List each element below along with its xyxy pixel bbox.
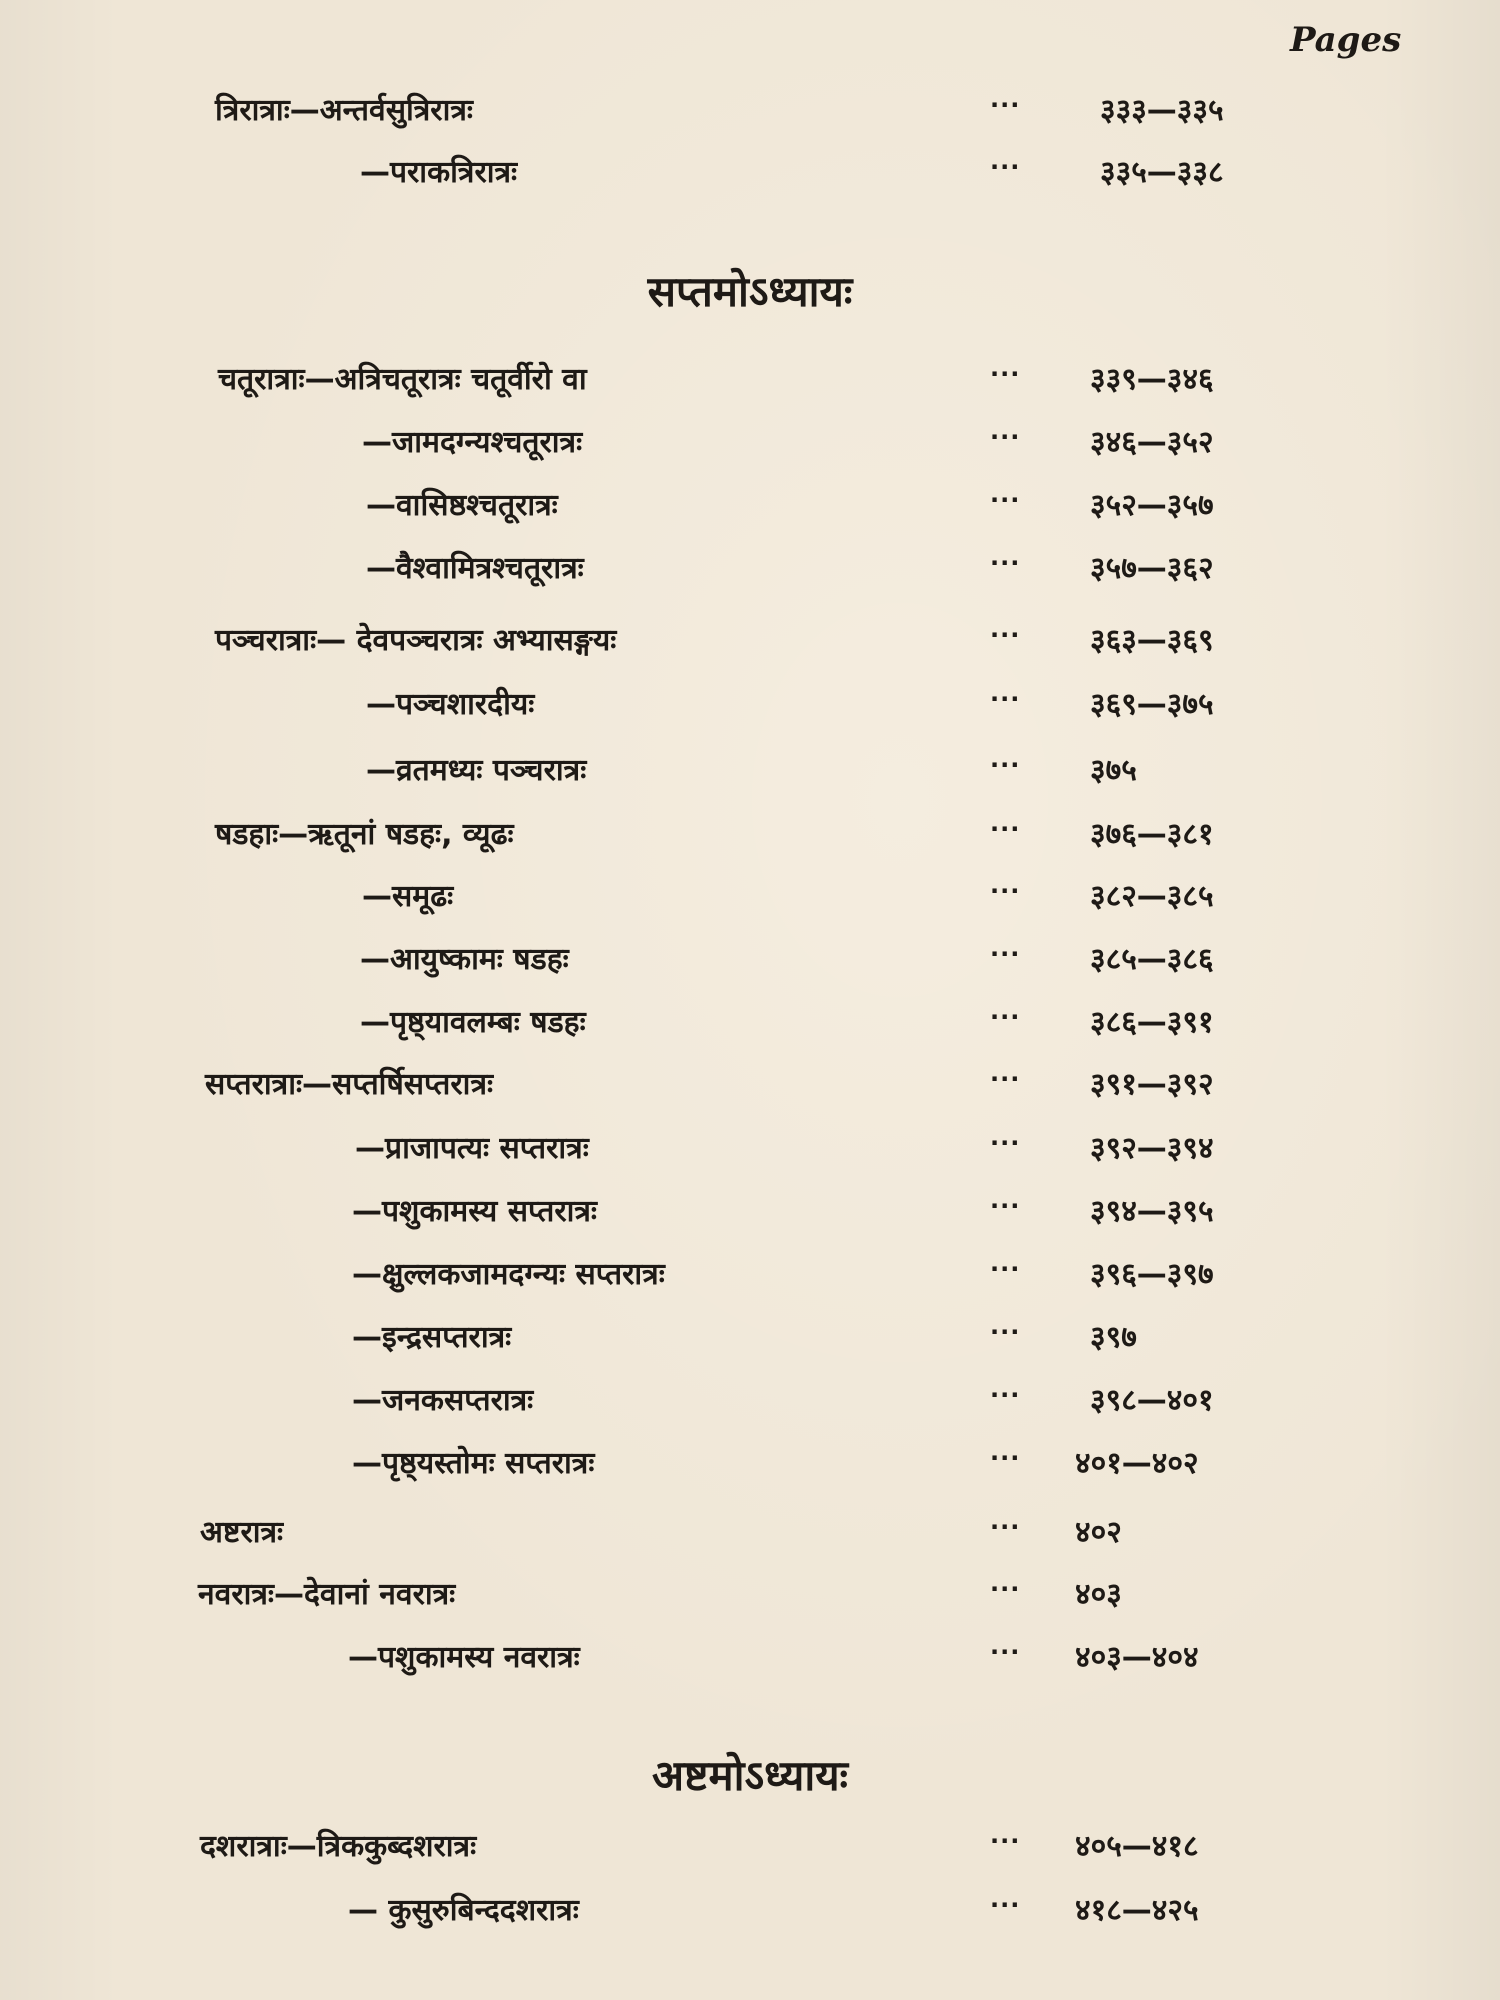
toc-entry (0, 1250, 1500, 1300)
entry-title: —पशुकामस्य सप्तरात्रः (352, 1194, 597, 1229)
leader-dots: ··· (990, 751, 1021, 779)
leader-dots: ··· (990, 1575, 1021, 1603)
leader-dots: ··· (990, 1827, 1021, 1855)
chapter-heading: अष्टमोऽध्यायः (651, 1751, 849, 1800)
toc-entry (0, 86, 1500, 136)
entry-pages: ३४६—३५२ (1090, 425, 1214, 460)
toc-entry (0, 481, 1500, 531)
leader-dots: ··· (990, 1891, 1021, 1919)
leader-dots: ··· (990, 1638, 1021, 1666)
leader-dots: ··· (990, 360, 1021, 388)
toc-entry (0, 616, 1500, 666)
entry-pages: ४०२ (1075, 1515, 1122, 1550)
leader-dots: ··· (990, 940, 1021, 968)
leader-dots: ··· (990, 91, 1021, 119)
toc-entry (0, 1570, 1500, 1620)
entry-title: सप्तरात्राः—सप्तर्षिसप्तरात्रः (205, 1067, 494, 1102)
entry-pages: ३९४—३९५ (1090, 1194, 1214, 1229)
toc-entry (0, 1124, 1500, 1174)
entry-title: —पृष्ठ्यस्तोमः सप्तरात्रः (352, 1446, 595, 1481)
toc-entry (0, 1376, 1500, 1426)
entry-pages: ३७५ (1090, 753, 1137, 788)
toc-entry (0, 1508, 1500, 1558)
leader-dots: ··· (990, 153, 1021, 181)
entry-title: त्रिरात्राः—अन्तर्वसुत्रिरात्रः (215, 93, 473, 128)
entry-title: दशरात्राः—त्रिककुब्दशरात्रः (200, 1829, 477, 1864)
entry-pages: ३५७—३६२ (1090, 551, 1214, 586)
entry-title: —पराकत्रिरात्रः (360, 155, 518, 190)
toc-entry (0, 1187, 1500, 1237)
entry-title: —पृष्ठ्यावलम्बः षडहः (360, 1005, 586, 1040)
toc-entry (0, 1633, 1500, 1683)
entry-pages: ४०५—४१८ (1075, 1829, 1199, 1864)
entry-title: —क्षुल्लकजामदग्न्यः सप्तरात्रः (352, 1257, 665, 1292)
entry-title: —आयुष्कामः षडहः (360, 942, 569, 977)
entry-title: चतूरात्राः—अत्रिचतूरात्रः चतूर्वीरो वा (218, 362, 587, 397)
entry-pages: ३३५—३३८ (1100, 155, 1224, 190)
entry-pages: ३३३—३३५ (1100, 93, 1224, 128)
leader-dots: ··· (990, 877, 1021, 905)
entry-pages: ४१८—४२५ (1075, 1893, 1199, 1928)
entry-title: —प्राजापत्यः सप्तरात्रः (355, 1131, 589, 1166)
entry-pages: ३९६—३९७ (1090, 1257, 1214, 1292)
entry-title: —व्रतमध्यः पञ्चरात्रः (366, 753, 587, 788)
toc-entry (0, 680, 1500, 730)
entry-title: —समूढः (362, 879, 454, 914)
toc-entry (0, 355, 1500, 405)
leader-dots: ··· (990, 1381, 1021, 1409)
leader-dots: ··· (990, 815, 1021, 843)
entry-title: पञ्चरात्राः— देवपञ्चरात्रः अभ्यासङ्गयः (215, 623, 617, 658)
leader-dots: ··· (990, 1129, 1021, 1157)
entry-pages: ३९२—३९४ (1090, 1131, 1214, 1166)
entry-pages: ३६९—३७५ (1090, 687, 1214, 722)
leader-dots: ··· (990, 423, 1021, 451)
leader-dots: ··· (990, 1513, 1021, 1541)
entry-pages: ३६३—३६९ (1090, 623, 1214, 658)
entry-pages: ३८६—३९१ (1090, 1005, 1214, 1040)
entry-title: षडहाः—ऋतूनां षडहः, व्यूढः (215, 817, 514, 852)
leader-dots: ··· (990, 1065, 1021, 1093)
pages-column-label: Pages (1290, 20, 1402, 60)
entry-pages: ३५२—३५७ (1090, 488, 1214, 523)
toc-entry (0, 544, 1500, 594)
entry-pages: ४०३ (1075, 1577, 1122, 1612)
entry-pages: ३८२—३८५ (1090, 879, 1214, 914)
leader-dots: ··· (990, 1192, 1021, 1220)
leader-dots: ··· (990, 486, 1021, 514)
entry-title: अष्टरात्रः (200, 1515, 284, 1550)
entry-title: —जनकसप्तरात्रः (352, 1383, 534, 1418)
toc-entry (0, 1822, 1500, 1872)
entry-title: — कुसुरुबिन्ददशरात्रः (348, 1893, 579, 1928)
leader-dots: ··· (990, 1444, 1021, 1472)
toc-entry (0, 1060, 1500, 1110)
leader-dots: ··· (990, 549, 1021, 577)
leader-dots: ··· (990, 1318, 1021, 1346)
entry-pages: ४०३—४०४ (1075, 1640, 1199, 1675)
entry-title: नवरात्रः—देवानां नवरात्रः (198, 1577, 456, 1612)
entry-title: —वासिष्ठश्चतूरात्रः (366, 488, 558, 523)
toc-entry (0, 810, 1500, 860)
entry-title: —पञ्चशारदीयः (366, 687, 535, 722)
entry-pages: ३३९—३४६ (1090, 362, 1214, 397)
toc-entry (0, 1439, 1500, 1489)
toc-entry (0, 935, 1500, 985)
toc-entry (0, 1886, 1500, 1936)
leader-dots: ··· (990, 1255, 1021, 1283)
toc-entry (0, 1313, 1500, 1363)
toc-entry (0, 148, 1500, 198)
entry-pages: ३७६—३८१ (1090, 817, 1214, 852)
leader-dots: ··· (990, 621, 1021, 649)
toc-entry (0, 998, 1500, 1048)
entry-pages: ३९८—४०१ (1090, 1383, 1214, 1418)
leader-dots: ··· (990, 685, 1021, 713)
entry-pages: ३८५—३८६ (1090, 942, 1214, 977)
entry-title: —जामदग्न्यश्चतूरात्रः (362, 425, 583, 460)
toc-entry (0, 418, 1500, 468)
entry-pages: ४०१—४०२ (1075, 1446, 1199, 1481)
leader-dots: ··· (990, 1003, 1021, 1031)
toc-entry (0, 872, 1500, 922)
toc-entry (0, 746, 1500, 796)
entry-pages: ३९१—३९२ (1090, 1067, 1214, 1102)
entry-title: —वैश्वामित्रश्चतूरात्रः (366, 551, 584, 586)
chapter-heading: सप्तमोऽध्यायः (647, 267, 853, 316)
entry-title: —पशुकामस्य नवरात्रः (348, 1640, 580, 1675)
entry-pages: ३९७ (1090, 1320, 1137, 1355)
entry-title: —इन्द्रसप्तरात्रः (352, 1320, 512, 1355)
